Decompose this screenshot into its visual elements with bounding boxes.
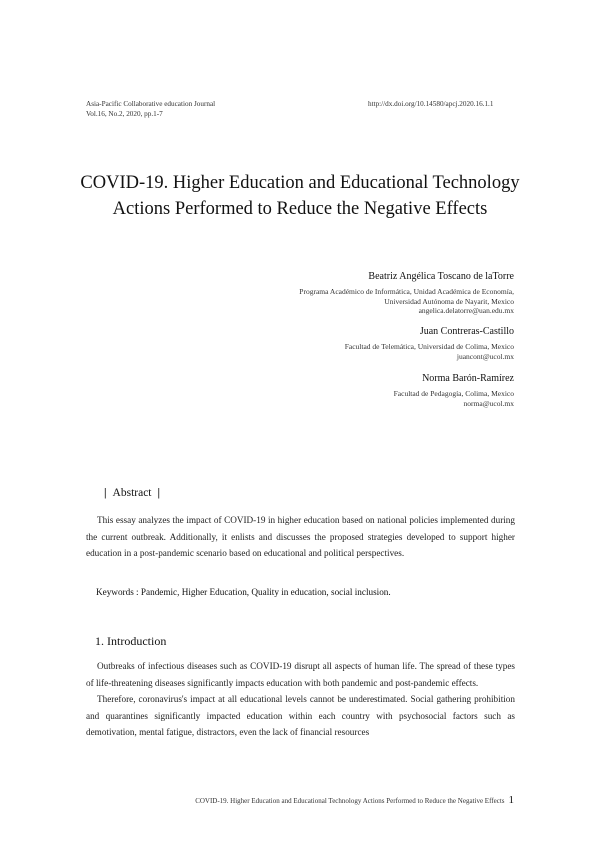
page-number: 1 <box>508 794 514 806</box>
keywords-line: Keywords : Pandemic, Higher Education, Quality in education, social inclusion. <box>96 587 391 597</box>
author-email[interactable]: norma@ucol.mx <box>463 398 514 408</box>
abstract-heading <box>98 487 166 499</box>
introduction-body <box>86 658 515 741</box>
running-title: COVID-19. Higher Education and Educational Technology Actions Performed to Reduce the Negative Effects <box>195 797 505 805</box>
author-email[interactable]: angelica.delatorre@uan.edu.mx <box>418 306 514 315</box>
journal-header <box>86 99 215 119</box>
introduction-paragraph-1: Outbreaks of infectious diseases such as COVID-19 disrupt all aspects of human life. The spread of these types of life-threatening diseases significantly impacts education with both pandemic and post-pandemic effects. <box>86 661 515 688</box>
journal-name: Asia-Pacific Collaborative education Journal <box>86 100 216 108</box>
abstract-paragraph: This essay analyzes the impact of COVID-19 in higher education based on national policies implemented during the current outbreak. Additionally, it enlists and discusses the proposed strategies developed to support higher education in a post-pandemic scenario based on educational and political perspectives. <box>86 515 515 558</box>
author-affiliation: Facultad de Telemática, Universidad de Colima, Mexico <box>344 342 514 351</box>
heading-bar-right: | <box>157 487 161 499</box>
author-block-1 <box>299 270 514 316</box>
page-footer <box>195 794 514 806</box>
author-name: Juan Contreras-Castillo <box>419 326 514 337</box>
title-line-1: COVID-19. Higher Education and Educational Technology <box>80 173 520 193</box>
doi-link[interactable]: http://dx.doi.org/10.14580/apcj.2020.16.1.1 <box>368 100 494 108</box>
section-heading-introduction: 1. Introduction <box>95 634 167 648</box>
title-line-2: Actions Performed to Reduce the Negative Effects <box>112 199 488 219</box>
abstract-body <box>86 512 515 562</box>
author-affiliation: Programa Académico de Informática, Unidad Académica de Economía, <box>299 287 514 296</box>
abstract-heading-text: Abstract <box>112 487 152 499</box>
author-email[interactable]: juancont@ucol.mx <box>456 351 514 361</box>
author-name: Beatriz Angélica Toscano de laTorre <box>368 271 514 282</box>
author-name: Norma Barón-Ramírez <box>422 373 514 384</box>
introduction-paragraph-2: Therefore, coronavirus's impact at all educational levels cannot be underestimated. Social gathering prohibition and quarantines significantly impacted education within each country with psychosocial factors such as demotivation, mental fatigue, distractors, even the lack of financial resources <box>86 694 515 737</box>
author-affiliation: Universidad Autónoma de Nayarit, Mexico <box>384 296 514 306</box>
author-block-3 <box>394 372 514 408</box>
author-block-2 <box>345 325 514 361</box>
author-affiliation: Facultad de Pedagogía, Colima, Mexico <box>393 389 514 398</box>
journal-volume: Vol.16, No.2, 2020, pp.1-7 <box>86 110 163 118</box>
heading-bar-left: | <box>104 487 107 499</box>
paper-title <box>60 170 540 222</box>
